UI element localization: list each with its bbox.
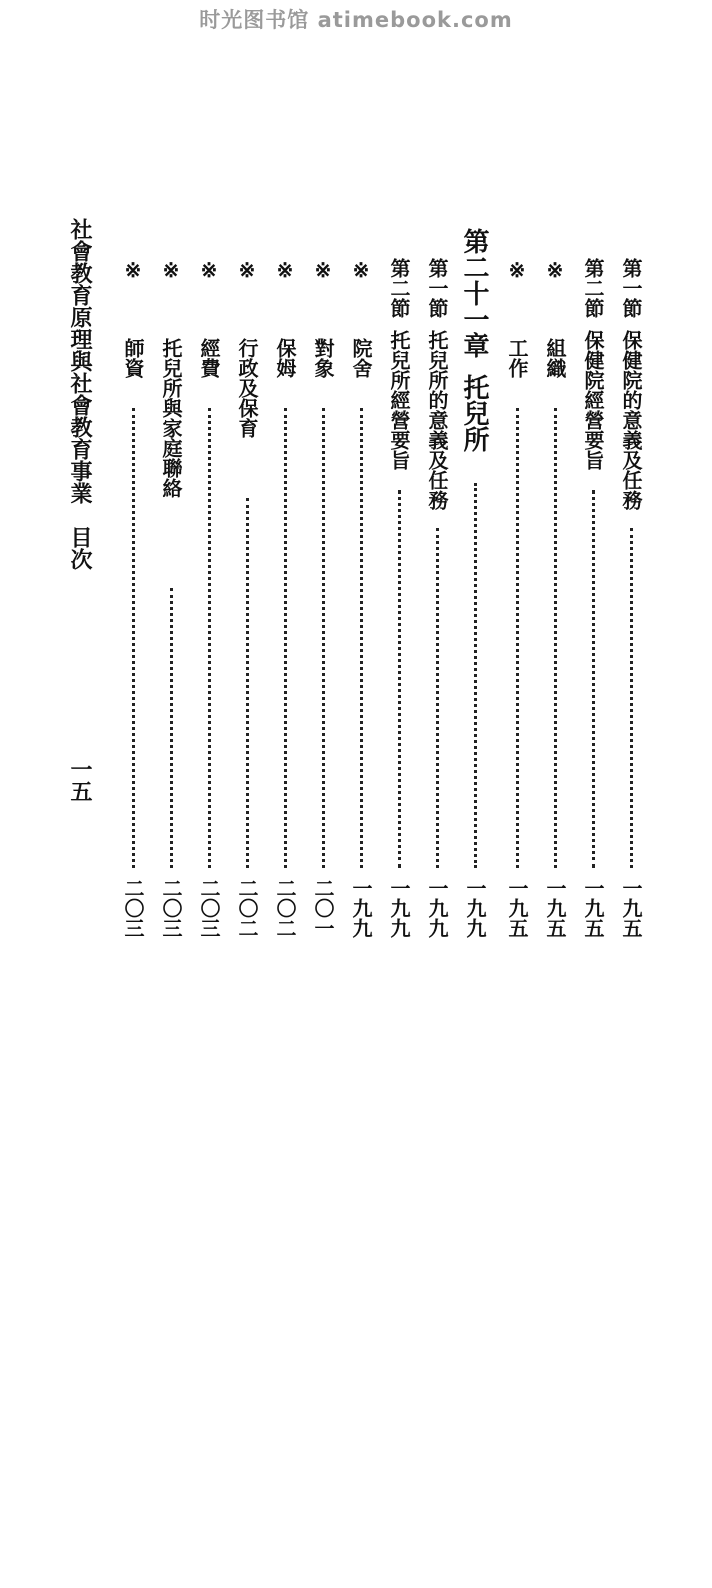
section-marker: 第一節	[619, 258, 643, 318]
book-title: 社會教育原理與社會教育事業 目次	[67, 218, 93, 570]
page-number: 一五	[67, 758, 93, 802]
section-marker: 第一節	[425, 258, 449, 318]
toc-entry-title: 保健院經營要旨	[581, 330, 605, 470]
leader-dots	[630, 528, 633, 868]
toc-entry-page: 一九五	[581, 878, 605, 938]
toc-entry	[578, 258, 608, 968]
toc-entry-page: 一九九	[387, 878, 411, 938]
toc-entry-title: 組織	[543, 338, 567, 378]
toc-entry-title: 托兒所	[459, 374, 489, 452]
toc-entry	[308, 258, 338, 968]
leader-dots	[436, 528, 439, 868]
toc-entry	[346, 258, 376, 968]
toc-entry-page: 一九九	[349, 878, 373, 938]
toc-entry-title: 行政及保育	[235, 338, 259, 438]
leader-dots	[474, 483, 477, 868]
item-marker: ※	[273, 258, 297, 282]
item-marker: ※	[197, 258, 221, 282]
running-head	[64, 218, 96, 938]
toc-entry-page: 一九五	[505, 878, 529, 938]
toc-entry-page: 一九九	[425, 878, 449, 938]
item-marker: ※	[543, 258, 567, 282]
toc-entry-title: 師資	[121, 338, 145, 378]
toc-entry-title: 托兒所經營要旨	[387, 330, 411, 470]
item-marker: ※	[311, 258, 335, 282]
leader-dots	[554, 408, 557, 868]
leader-dots	[132, 408, 135, 868]
section-marker: 第二節	[581, 258, 605, 318]
toc-entry-page: 二〇二	[235, 878, 259, 938]
toc-entry-page: 一九九	[463, 878, 487, 938]
leader-dots	[360, 408, 363, 868]
watermark: 时光图书馆 atimebook.com	[199, 8, 513, 32]
item-marker: ※	[159, 258, 183, 282]
toc-entry	[502, 258, 532, 968]
chapter-marker: 第二十一章	[459, 228, 489, 358]
toc-entry-title: 工作	[505, 338, 529, 378]
toc-entry	[270, 258, 300, 968]
leader-dots	[170, 588, 173, 868]
toc-entry-title: 保健院的意義及任務	[619, 330, 643, 510]
toc-entry-page: 二〇三	[159, 878, 183, 938]
item-marker: ※	[349, 258, 373, 282]
leader-dots	[516, 408, 519, 868]
toc-entry-title: 托兒所的意義及任務	[425, 330, 449, 510]
leader-dots	[246, 498, 249, 868]
toc-entry	[540, 258, 570, 968]
toc-entry-page: 一九五	[619, 878, 643, 938]
toc-entry	[194, 258, 224, 968]
toc-entry	[232, 258, 262, 968]
section-marker: 第二節	[387, 258, 411, 318]
toc-entry	[156, 258, 186, 968]
leader-dots	[322, 408, 325, 868]
leader-dots	[208, 408, 211, 868]
item-marker: ※	[235, 258, 259, 282]
item-marker: ※	[505, 258, 529, 282]
toc-entry	[422, 258, 452, 968]
toc-chapter	[459, 228, 490, 968]
toc-entry-title: 托兒所與家庭聯絡	[159, 338, 183, 498]
toc-entry-page: 二〇三	[197, 878, 221, 938]
toc-entry	[616, 258, 646, 968]
toc-entry	[384, 258, 414, 968]
toc-entry-page: 二〇三	[121, 878, 145, 938]
toc-entry-page: 一九五	[543, 878, 567, 938]
toc-entry-title: 經費	[197, 338, 221, 378]
leader-dots	[398, 490, 401, 868]
toc-entry-page: 二〇一	[311, 878, 335, 938]
toc-entry-title: 保姆	[273, 338, 297, 378]
toc-entry	[118, 258, 148, 968]
toc-entry-title: 院舍	[349, 338, 373, 378]
leader-dots	[592, 490, 595, 868]
item-marker: ※	[121, 258, 145, 282]
toc-entry-page: 二〇二	[273, 878, 297, 938]
toc-entry-title: 對象	[311, 338, 335, 378]
leader-dots	[284, 408, 287, 868]
